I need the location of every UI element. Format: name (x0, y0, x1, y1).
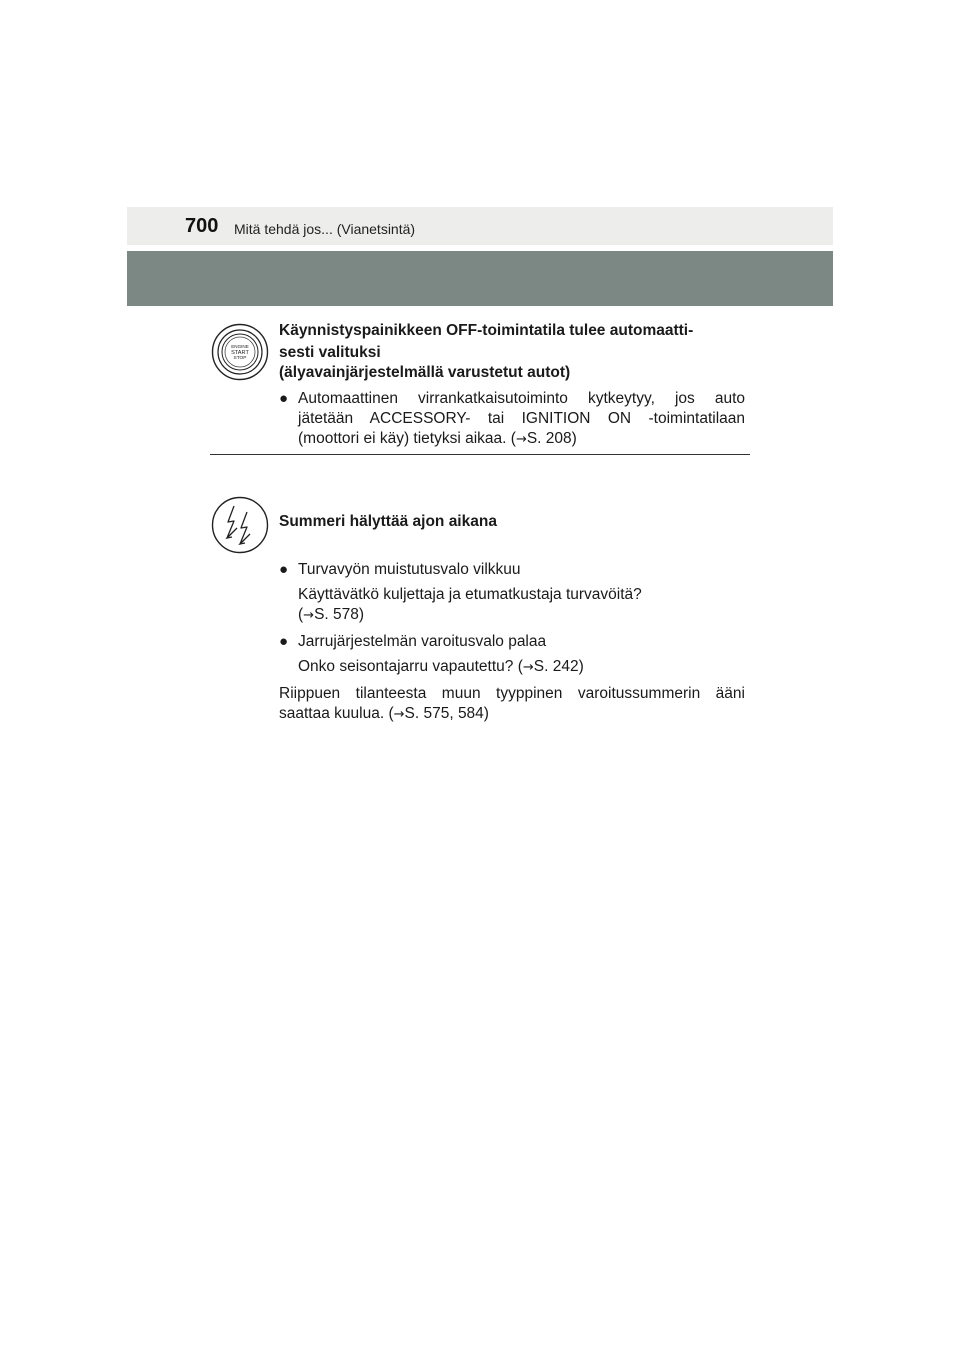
arrow-icon: → (393, 707, 405, 722)
buzzer-warning-icon (211, 496, 269, 559)
entry-2-bullet2-sub (298, 656, 745, 678)
bullet-icon: ● (279, 561, 289, 578)
entry-1-bullet-line1: Automaattinen virrankatkaisutoiminto kytkeytyy, jos auto (298, 390, 745, 407)
bullet-icon: ● (279, 633, 289, 650)
entry-2-note-line2 (279, 703, 745, 725)
entry-1-bullet-line2: jätetään ACCESSORY- tai IGNITION ON -toimintatilaan (298, 410, 745, 427)
entry-2-bullet1: Turvavyön muistutusvalo vilkkuu (298, 561, 521, 578)
section-band (127, 251, 833, 306)
entry-1-bullet-line3 (298, 428, 745, 450)
entry-1-title-line3: (älyavainjärjestelmällä varustetut autot) (279, 364, 571, 381)
divider (210, 454, 750, 455)
entry-2-note-line1: Riippuen tilanteesta muun tyyppinen varoitussummerin ääni (279, 685, 745, 702)
icon-text-engine: ENGINE (231, 344, 249, 349)
entry-1-title-line2: sesti valituksi (279, 344, 381, 361)
section-title: Mitä tehdä jos... (Vianetsintä) (234, 221, 416, 237)
arrow-icon: → (303, 608, 315, 623)
page-ref-link[interactable]: S. 575, 584) (404, 705, 489, 722)
open-paren: ( (298, 606, 304, 623)
page-ref-link[interactable]: S. 578) (314, 606, 365, 623)
bullet-icon: ● (279, 390, 289, 407)
entry-2-note-line2-text: saattaa kuulua. ( (279, 705, 394, 722)
entry-2-bullet1-sub2 (298, 604, 745, 626)
icon-text-start: START (231, 350, 249, 356)
icon-text-stop: STOP (233, 356, 247, 361)
arrow-icon: → (522, 660, 534, 675)
entry-2-title: Summeri hälyttää ajon aikana (279, 513, 497, 530)
page-ref-link[interactable]: S. 242) (533, 658, 584, 675)
arrow-icon: → (515, 432, 527, 447)
engine-start-stop-icon (211, 323, 269, 386)
entry-1-title-line1: Käynnistyspainikkeen OFF-toimintatila tulee automaatti- (279, 322, 694, 339)
header-bar (127, 207, 833, 245)
entry-2-bullet1-sub1: Käyttävätkö kuljettaja ja etumatkustaja turvavöitä? (298, 586, 642, 603)
entry-2-bullet2: Jarrujärjestelmän varoitusvalo palaa (298, 633, 547, 650)
entry-2-bullet2-sub-text: Onko seisontajarru vapautettu? ( (298, 658, 523, 675)
page-ref-link[interactable]: S. 208) (526, 430, 577, 447)
entry-1-bullet-line3-text: (moottori ei käy) tietyksi aikaa. ( (298, 430, 516, 447)
page-number: 700 (185, 215, 219, 237)
